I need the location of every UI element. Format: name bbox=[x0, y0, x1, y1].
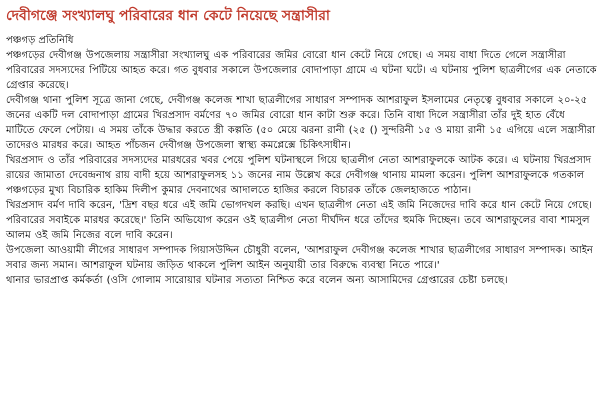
article-paragraph: খিরপ্রসাদ বর্মণ দাবি করেন, 'দ্রিশ বছর ধরে এই জমি ভোগদখল করছি। এখন ছাত্রলীগ নেতা এই জমি নিজেদের দাবি করে ধান কেটে নিয়ে গেছে। পরিবারের সবাইকে মারধর করেছে।' তিনি অভিযোগ করেন ওই ছাত্রলীগ নেতা দীর্ঘদিন ধরে তাঁদের হুমকি দিচ্ছেন। তবে আশরাফুলের বাবা শামসুল আলম ওই জমি নিজের বলে দাবি করেন। bbox=[6, 200, 592, 241]
article-byline: পঞ্চগড় প্রতিনিধি bbox=[6, 35, 74, 46]
article-paragraph: উপজেলা আওয়ামী লীগের সাধারণ সম্পাদক গিয়াসউদ্দিন চৌধুরী বলেন, 'আশরাফুল দেবীগঞ্জ কলেজ শাখার ছাত্রলীগের সাধারণ সম্পাদক। আইন সবার জন্য সমান। আশরাফুল ঘটনায় জড়িত থাকলে পুলিশ আইন অনুযায়ী তার বিরুদ্ধে ব্যবস্থা নিতে পারে।' bbox=[6, 245, 593, 271]
article-paragraph: পঞ্চগড়ের দেবীগঞ্জ উপজেলায় সন্ত্রাসীরা সংখ্যালঘু এক পরিবারের জমির বোরো ধান কেটে নিয়ে গেছে। এ সময় বাধা দিতে গেলে সন্ত্রাসীরা পরিবারের সদস্যদের পিটিয়ে আহত করে। গত বুধবার সকালে উপজেলার বোদাপাড়া গ্রামে এ ঘটনা ঘটে। এ ঘটনায় পুলিশ ছাত্রলীগের এক নেতাকে গ্রেপ্তার করেছে। bbox=[6, 50, 597, 91]
article-headline: দেবীগঞ্জে সংখ্যালঘু পরিবারের ধান কেটে নিয়েছে সন্ত্রাসীরা bbox=[6, 8, 330, 24]
article-paragraph: দেবীগঞ্জ থানা পুলিশ সূত্রে জানা গেছে, দেবীগঞ্জ কলেজ শাখা ছাত্রলীগের সাধারণ সম্পাদক আশরাফুল ইসলামের নেতৃত্বে বুধবার সকালে ২০-২৫ জনের একটি দল বোদাপাড়া গ্রামের খিরপ্রসাদ বর্মণের ৭০ জমির বোরো ধান কাটা শুরু করে। তিনি বাধা দিলে সন্ত্রাসীরা তাঁর দুই হাত বেঁধে মাটিতে ফেলে পেটায়। এ সময় তাঁকে উদ্ধার করতে স্ত্রী কল্পতি (৫০ মেয়ে ঝরনা রানী (২৫ () সুন্দরিনী ১৫ ও মায়া রানী ১৫ এগিয়ে এলে সন্ত্রাসীরা তাদেরও মারধর করে। আহত পাঁচজন দেবীগঞ্জ উপজেলা স্বাস্থ্য কমপ্লেক্সে চিকিৎসাধীন। bbox=[6, 95, 596, 151]
article-paragraph: খিরপ্রসাদ ও তাঁর পরিবারের সদস্যদের মারধরের খবর পেয়ে পুলিশ ঘটনাস্থলে গিয়ে ছাত্রলীগ নেতা আশরাফুলকে আটক করে। এ ঘটনায় খিরপ্রসাদ রায়ের জামাতা দেবেন্দ্রনাথ রায় বাদী হয়ে আশরাফুলসহ ১১ জনের নাম উল্লেখ করে দেবীগঞ্জ থানায় মামলা করেন। পুলিশ আশরাফুলকে গতকাল পঞ্চগড়ের মুখ্য বিচারিক হাকিম দিলীপ কুমার দেবনাথের আদালতে হাজির করলে বিচারক তাঁকে জেলহাজতে পাঠান। bbox=[6, 155, 591, 196]
article-paragraph: থানার ভারপ্রাপ্ত কর্মকর্তা (ওসি গোলাম সারোয়ার ঘটনার সত্যতা নিশ্চিত করে বলেন অন্য আসামিদের গ্রেপ্তারের চেষ্টা চলছে। bbox=[6, 275, 508, 286]
